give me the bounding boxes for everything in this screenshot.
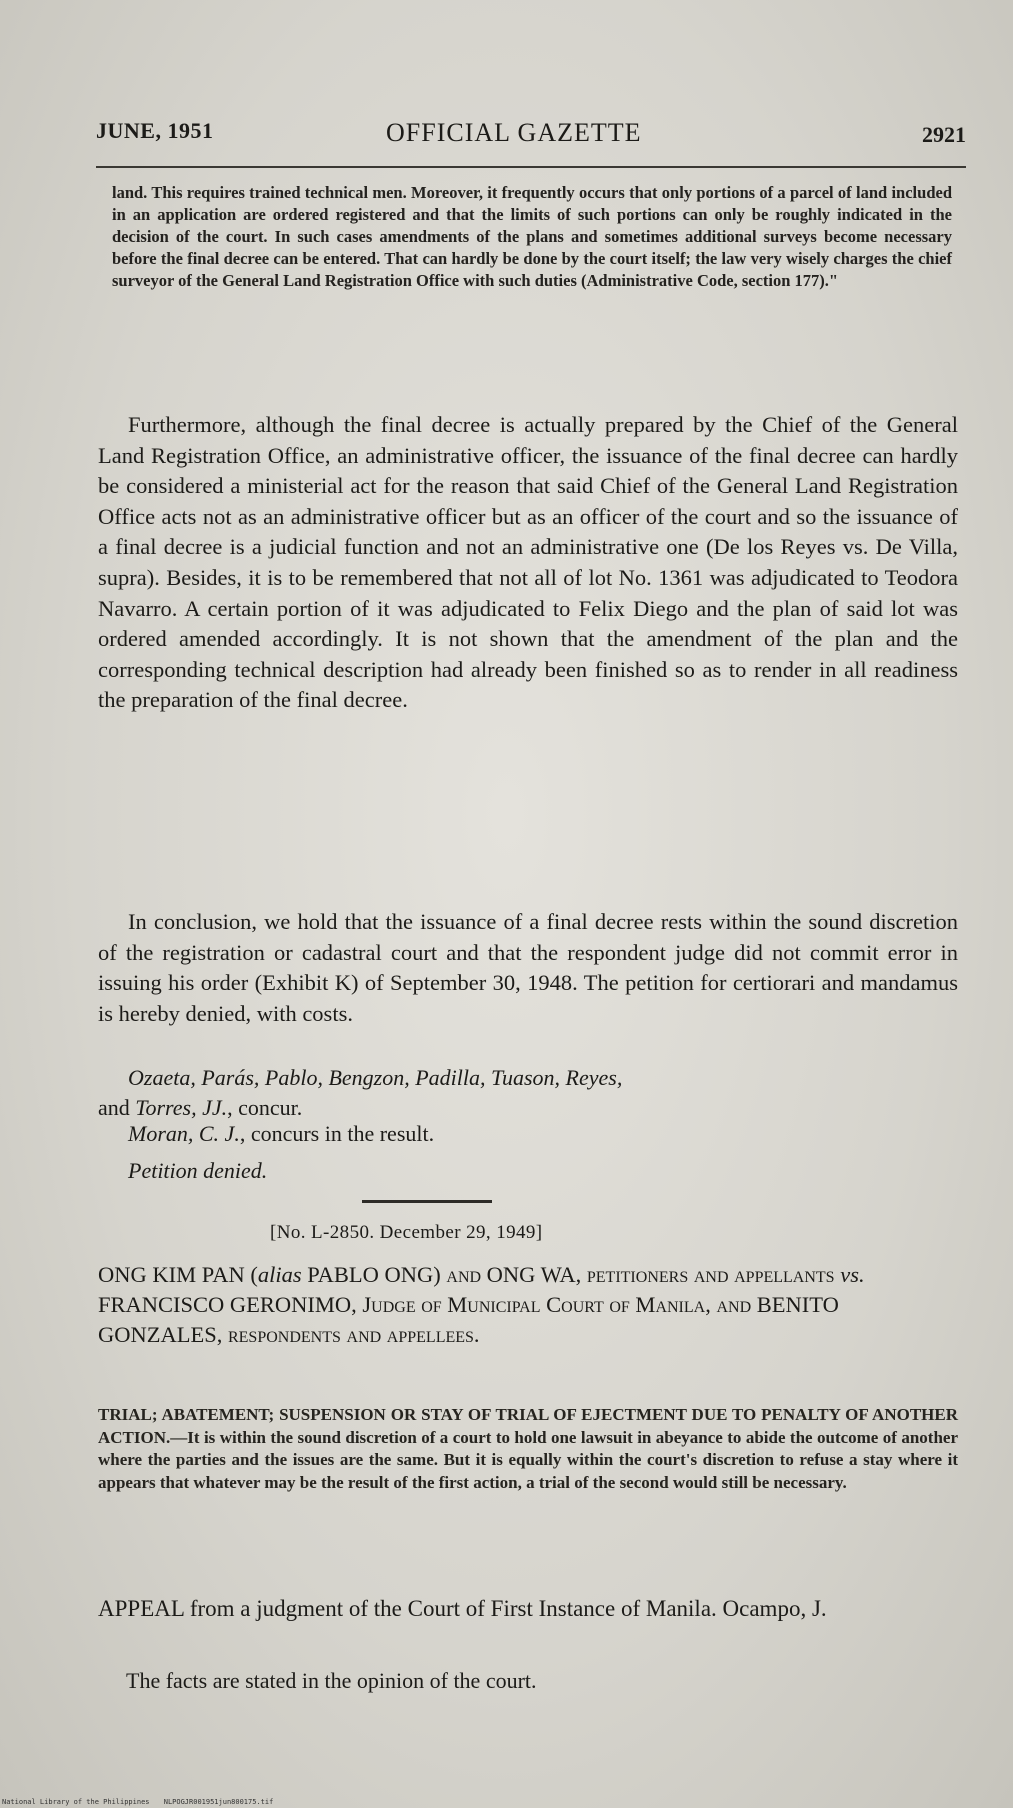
section-divider [362,1200,492,1203]
justices-list: Ozaeta, Parás, Pablo, Bengzon, Padilla, Tuason, Reyes, [128,1065,623,1090]
concur-word: , concur. [227,1095,303,1120]
paragraph-furthermore [98,410,958,716]
case-caption [98,1260,958,1350]
concurring-justices [98,1063,958,1123]
result [98,1156,988,1186]
and-word: and [98,1095,130,1120]
quote-block: land. This requires trained technical men. Moreover, it frequently occurs that only portions of a parcel of land included in an application are ordered registered and that the limits of such portions can only be roughly indicated in the decision of the court. In such cases amendments of the plans and sometimes additional surveys become necessary before the final decree can be entered. That can hardly be done by the court itself; the law very wisely charges the chief surveyor of the General Land Registration Office with such duties (Administrative Code, section 177)." [112,183,952,290]
docket-number: [No. L-2850. December 29, 1949] [270,1222,543,1243]
caption-part-3: FRANCISCO GERONIMO, Judge of Municipal Court of Manila, and BENITO GONZALES, respondents and appellees. [98,1292,839,1347]
appeal-statement [98,1593,958,1624]
moran-concurrence [98,1119,988,1149]
facts-statement: The facts are stated in the opinion of the court. [126,1668,537,1693]
vs-word: vs. [840,1262,865,1287]
appeal-text: from a judgment of the Court of First Instance of Manila. Ocampo, J. [184,1596,827,1621]
paragraph-conclusion [98,907,958,1029]
caption-part-1: ONG KIM PAN ( [98,1262,258,1287]
syllabus-heading: TRIAL; ABATEMENT; SUSPENSION OR STAY OF TRIAL OF EJECTMENT DUE TO PENALTY OF ANOTHER ACTION. [98,1405,958,1447]
scan-footer [2,1798,283,1806]
header-date: JUNE, 1951 [96,118,214,143]
syllabus-text: —It is within the sound discretion of a court to hold one lawsuit in abeyance to abide the outcome of another where the parties and the issues are the same. But it is equally within the court's discretion to refuse a stay where it appears that whatever may be the result of the first action, a trial of the second would still be necessary. [98,1427,958,1492]
page-number: 2921 [922,122,966,147]
library-credit: National Library of the Philippines [2,1798,150,1806]
page-header [96,118,966,154]
caption-part-2: PABLO ONG) and ONG WA, petitioners and appellants [301,1262,841,1287]
torres-name: Torres, JJ. [135,1095,228,1120]
moran-text: , concurs in the result. [239,1121,435,1146]
header-title: OFFICIAL GAZETTE [386,118,642,147]
moran-name: Moran, C. J. [128,1121,240,1146]
alias-word: alias [257,1262,302,1287]
paragraph-text: In conclusion, we hold that the issuance of a final decree rests within the sound discretion of the registration or cadastral court and that the respondent judge did not commit error in issuing his order (Exhibit K) of September 30, 1948. The petition for certiorari and mandamus is hereby denied, with costs. [98,909,958,1026]
file-name: NLPOGJR001951jun800175.tif [163,1798,274,1806]
appeal-word: APPEAL [98,1596,185,1621]
header-rule [96,166,966,168]
syllabus [98,1404,958,1494]
petition-denied: Petition denied. [128,1158,268,1183]
paragraph-text: Furthermore, although the final decree is actually prepared by the Chief of the General Land Registration Office, an administrative officer, the issuance of the final decree can hardly be considered a ministerial act for the reason that said Chief of the General Land Registration Office acts not as an administrative officer but as an officer of the court and so the issuance of a final decree is a judicial function and not an administrative one (De los Reyes vs. De Villa, supra). Besides, it is to be remembered that not all of lot No. 1361 was adjudicated to Teodora Navarro. A certain portion of it was adjudicated to Felix Diego and the plan of said lot was ordered amended accordingly. It is not shown that the amendment of the plan and the corresponding technical description had already been finished so as to render in all readiness the preparation of the final decree. [98,412,958,713]
